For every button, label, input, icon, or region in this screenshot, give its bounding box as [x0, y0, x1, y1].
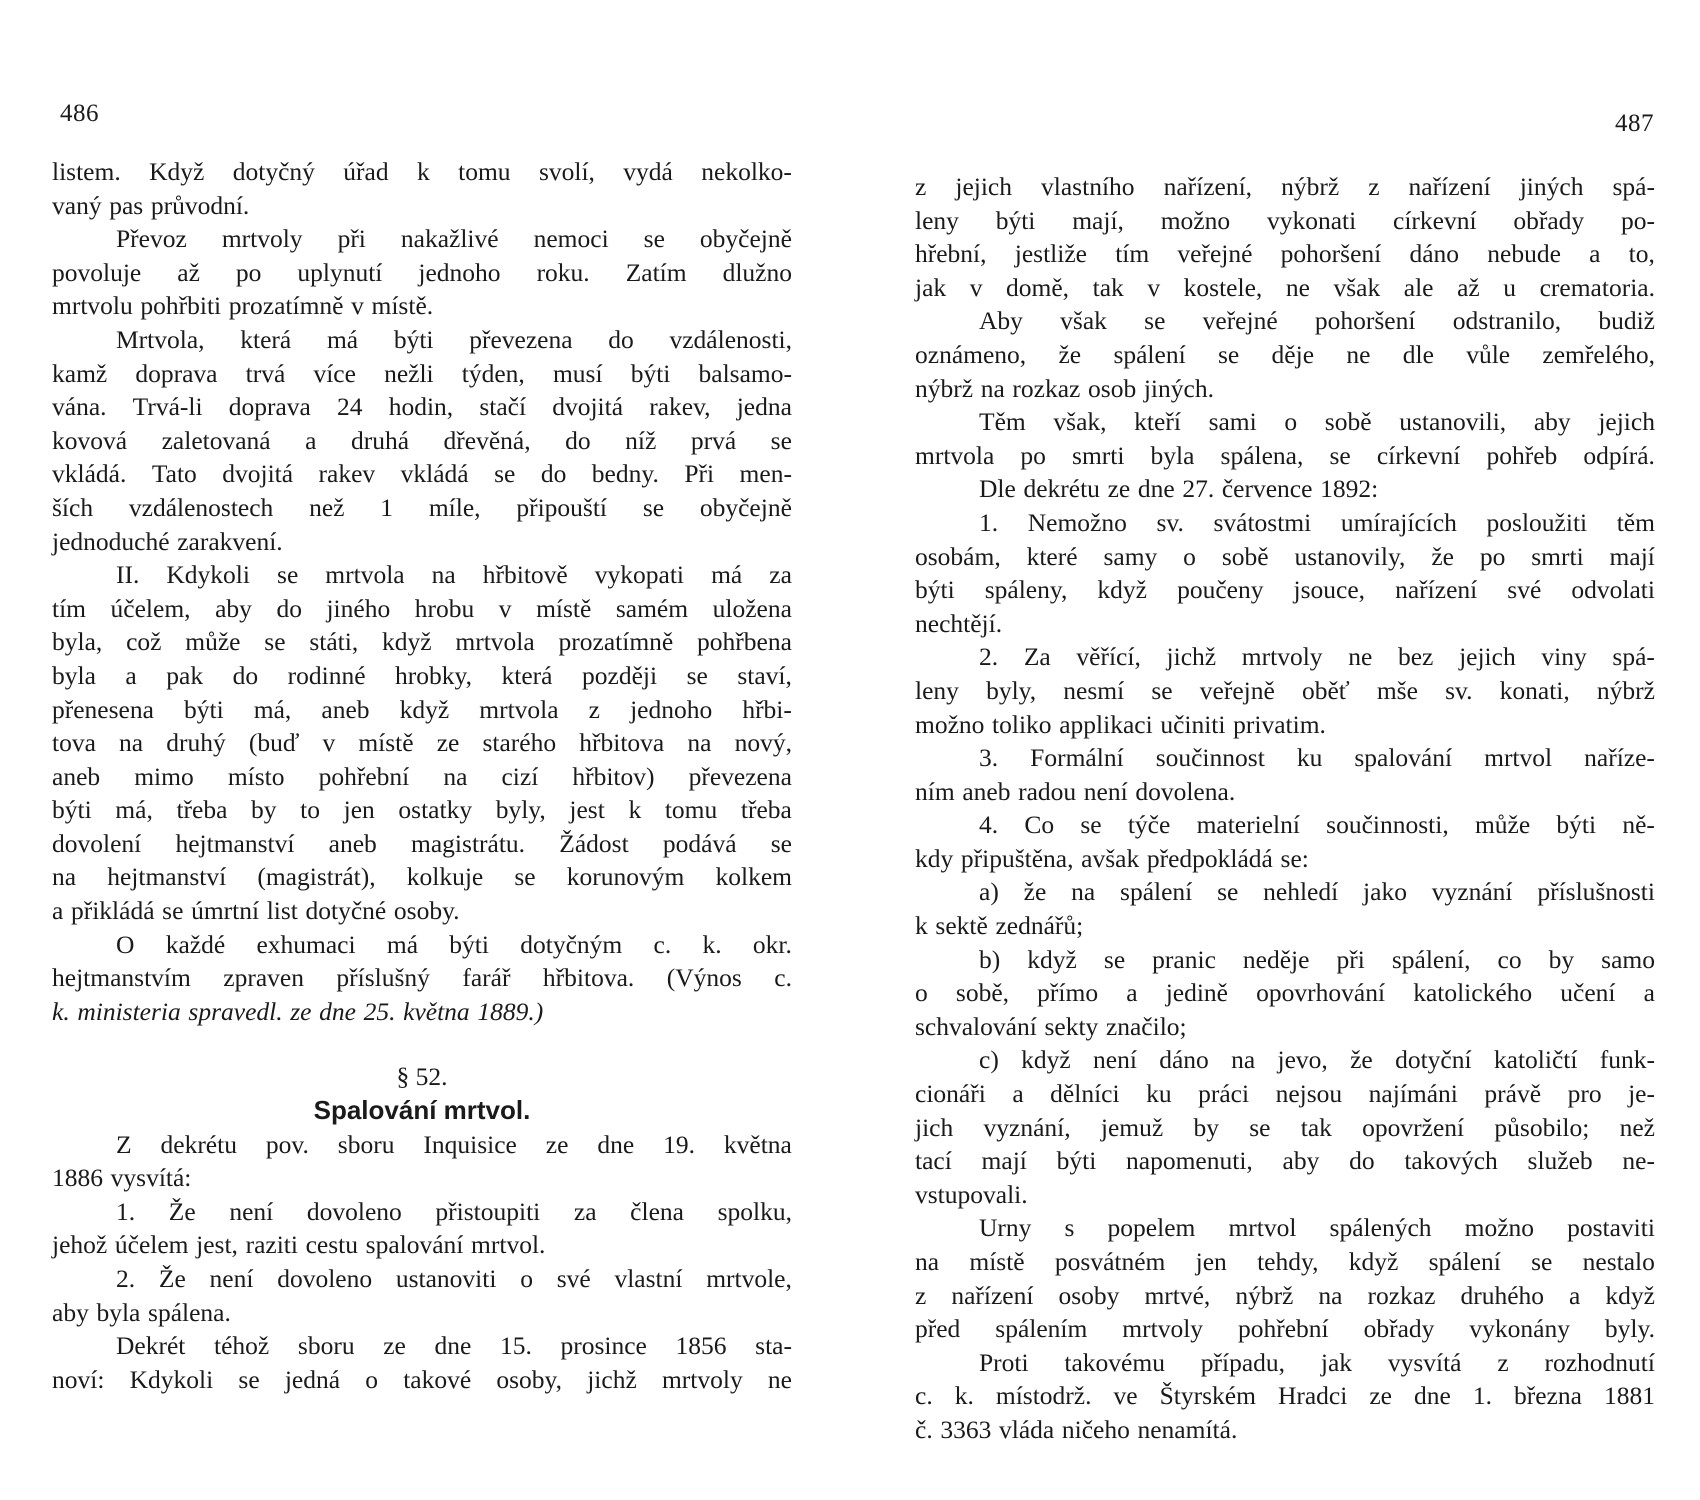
text-line: Aby však se veřejné pohoršení odstranilo, budiž: [979, 306, 1655, 336]
text-line: aneb mimo místo pohřební na cizí hřbitov) převezena: [52, 761, 792, 791]
text-line: Převoz mrtvoly při nakažlivé nemoci se obyčejně: [116, 224, 792, 254]
text-line: Urny s popelem mrtvol spálených možno postaviti: [979, 1213, 1655, 1243]
text-line: hejtmanstvím zpraven příslušný farář hřbitova. (Výnos c.: [52, 963, 792, 993]
text-line: přenesena býti má, aneb když mrtvola z jednoho hřbi-: [52, 694, 792, 724]
text-line: na hejtmanství (magistrát), kolkuje se korunovým kolkem: [52, 862, 792, 892]
text-line: O každé exhumaci má býti dotyčným c. k. okr.: [116, 929, 792, 959]
text-line: c) když není dáno na jevo, že dotyční katoličtí funk-: [979, 1045, 1655, 1075]
page-number-right: 487: [1615, 110, 1654, 137]
page-number-left: 486: [60, 100, 99, 127]
text-line: o sobě, přímo a jedině opovrhování katolického učení a: [915, 978, 1655, 1008]
text-line: tací mají býti napomenuti, aby do takových služeb ne-: [915, 1146, 1655, 1176]
text-line: leny byly, nesmí se veřejně oběť mše sv. konati, nýbrž: [915, 675, 1655, 705]
text-line: možno toliko applikaci učiniti privatim.: [915, 709, 1326, 739]
text-line: oznámeno, že spálení se děje ne dle vůle zemřelého,: [915, 339, 1655, 369]
text-line: k. ministeria spravedl. ze dne 25. května 1889.): [52, 996, 544, 1026]
text-line: a) že na spálení se nehledí jako vyznání příslušnosti: [979, 877, 1655, 907]
text-line: byla a pak do rodinné hrobky, která později se staví,: [52, 660, 792, 690]
text-line: 3. Formální součinnost ku spalování mrtvol naříze-: [979, 743, 1655, 773]
text-line: mrtvolu pohřbiti prozatímně v místě.: [52, 291, 434, 321]
text-line: schvalování sekty značilo;: [915, 1011, 1187, 1041]
text-line: kdy připuštěna, avšak předpokládá se:: [915, 843, 1309, 873]
text-line: byla, což může se státi, když mrtvola prozatímně pohřbena: [52, 627, 792, 657]
text-line: vstupovali.: [915, 1179, 1028, 1209]
text-line: mrtvola po smrti byla spálena, se církevní pohřeb odpírá.: [915, 440, 1655, 470]
text-line: č. 3363 vláda ničeho nenamítá.: [915, 1414, 1238, 1444]
left-page-text: [52, 155, 792, 1396]
text-line: cionáři a dělníci ku práci nejsou najímáni právě pro je-: [915, 1079, 1655, 1109]
text-line: hřební, jestliže tím veřejné pohoršení dáno nebude a to,: [915, 239, 1655, 269]
text-line: aby byla spálena.: [52, 1297, 231, 1327]
text-line: na místě posvátném jen tehdy, když spálení se nestalo: [915, 1247, 1655, 1276]
text-line: jak v domě, tak v kostele, ne však ale až u crematoria.: [915, 272, 1655, 302]
text-line: tím účelem, aby do jiného hrobu v místě samém uložena: [52, 593, 792, 623]
text-line: ších vzdálenostech než 1 míle, připouští se obyčejně: [52, 492, 792, 522]
text-line: k sektě zednářů;: [915, 911, 1084, 941]
text-line: II. Kdykoli se mrtvola na hřbitově vykopati má za: [116, 560, 792, 590]
text-line: 2. Že není dovoleno ustanoviti o své vlastní mrtvole,: [116, 1264, 792, 1293]
text-line: osobám, které samy o sobě ustanovily, že po smrti mají: [915, 541, 1655, 571]
section-number: § 52.: [396, 1062, 448, 1092]
text-line: býti spáleny, když poučeny jsouce, nařízení své odvolati: [915, 575, 1655, 605]
text-line: 1. Nemožno sv. svátostmi umírajících posloužiti těm: [979, 507, 1655, 537]
text-line: 1886 vysvítá:: [52, 1163, 192, 1193]
text-line: nýbrž na rozkaz osob jiných.: [915, 373, 1214, 403]
text-line: z nařízení osoby mrtvé, nýbrž na rozkaz druhého a když: [915, 1280, 1655, 1310]
text-line: 2. Za věřící, jichž mrtvoly ne bez jejich viny spá-: [979, 642, 1655, 672]
text-line: tova na druhý (buď v místě ze starého hřbitova na nový,: [52, 728, 792, 758]
text-line: c. k. místodrž. ve Štyrském Hradci ze dne 1. března 1881: [915, 1381, 1655, 1411]
text-line: listem. Když dotyčný úřad k tomu svolí, vydá nekolko-: [52, 157, 792, 186]
text-line: Mrtvola, která má býti převezena do vzdálenosti,: [116, 324, 792, 354]
text-line: noví: Kdykoli se jedná o takové osoby, jichž mrtvoly ne: [52, 1364, 792, 1394]
text-line: ním aneb radou není dovolena.: [915, 776, 1236, 806]
text-line: 1. Že není dovoleno přistoupiti za člena spolku,: [116, 1196, 792, 1226]
text-line: Dle dekrétu ze dne 27. července 1892:: [979, 474, 1379, 504]
text-line: vaný pas průvodní.: [52, 190, 250, 220]
text-line: vána. Trvá-li doprava 24 hodin, stačí dvojitá rakev, jedna: [52, 392, 792, 422]
text-line: Těm však, kteří sami o sobě ustanovili, aby jejich: [979, 407, 1655, 437]
text-line: z jejich vlastního nařízení, nýbrž z nařízení jiných spá-: [915, 172, 1655, 201]
text-line: kamž doprava trvá více nežli týden, musí býti balsamo-: [52, 358, 792, 388]
text-line: kovová zaletovaná a druhá dřevěná, do níž prvá se: [52, 425, 792, 455]
text-line: leny býti mají, možno vykonati církevní obřady po-: [915, 205, 1655, 235]
text-line: před spálením mrtvoly pohřební obřady vykonány byly.: [915, 1314, 1655, 1344]
text-line: jehož účelem jest, raziti cestu spalování mrtvol.: [52, 1230, 546, 1260]
right-page-text: [915, 170, 1655, 1447]
text-line: nechtějí.: [915, 608, 1003, 638]
text-line: dovolení hejtmanství aneb magistrátu. Žádost podává se: [52, 828, 792, 858]
text-line: povoluje až po uplynutí jednoho roku. Zatím dlužno: [52, 257, 792, 287]
text-line: 4. Co se týče materielní součinnosti, může býti ně-: [979, 810, 1655, 840]
text-line: Dekrét téhož sboru ze dne 15. prosince 1856 sta-: [116, 1331, 792, 1361]
section-heading: Spalování mrtvol.: [313, 1095, 531, 1126]
text-line: Proti takovému případu, jak vysvítá z rozhodnutí: [979, 1347, 1655, 1377]
text-line: a přikládá se úmrtní list dotyčné osoby.: [52, 896, 460, 926]
text-line: b) když se pranic neděje při spálení, co by samo: [979, 944, 1655, 974]
text-line: jednoduché zarakvení.: [52, 526, 283, 556]
text-line: býti má, třeba by to jen ostatky byly, jest k tomu třeba: [52, 795, 792, 825]
text-line: Z dekrétu pov. sboru Inquisice ze dne 19. května: [116, 1129, 792, 1159]
text-line: vkládá. Tato dvojitá rakev vkládá se do bedny. Při men-: [52, 459, 792, 489]
text-line: jich vyznání, jemuž by se tak opovržení působilo; než: [915, 1112, 1655, 1142]
